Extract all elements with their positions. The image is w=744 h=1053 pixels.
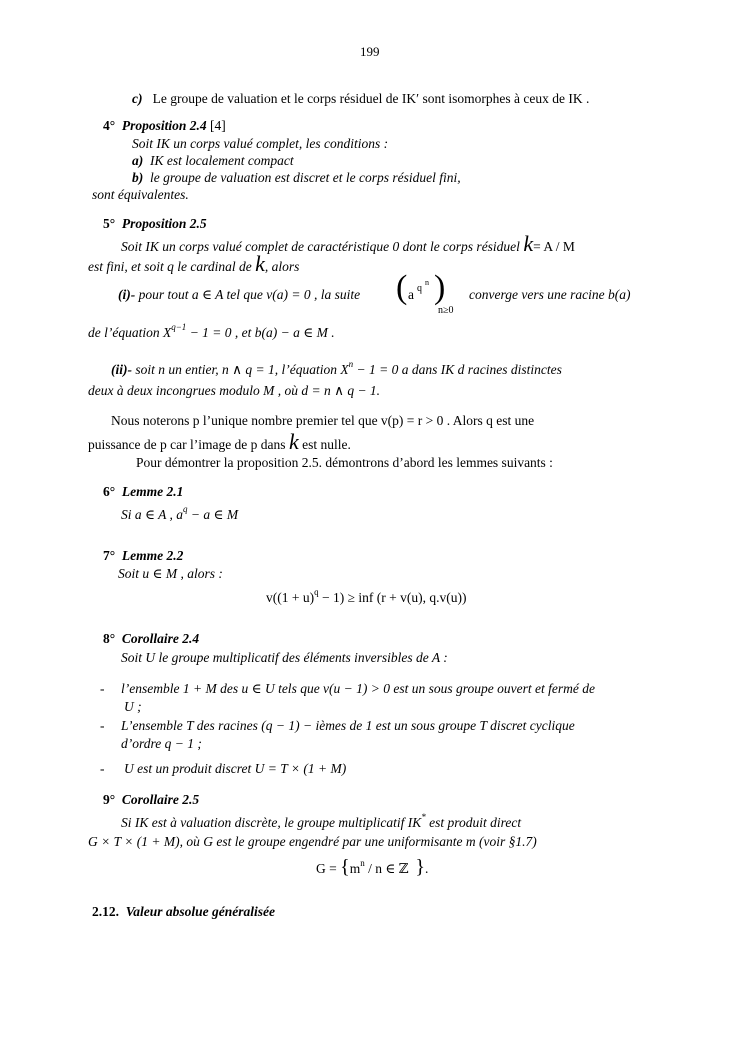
prop25-ii-label: (ii)- — [111, 362, 132, 377]
prop25-ii-text1-exp: n — [348, 359, 354, 369]
prop25-seq-exp: q — [417, 283, 422, 294]
prop25-number: 5° — [103, 216, 116, 231]
prop25-seq-sub: n≥0 — [438, 305, 454, 316]
cor25-formula-a: G = — [316, 861, 337, 876]
lemme22-title: Lemme 2.2 — [121, 548, 184, 563]
item-c-text: Le groupe de valuation et le corps résiduel de IK′ sont isomorphes à ceux de IK . — [152, 91, 590, 106]
prop25-ii-text1-b: − 1 = 0 a dans IK d racines distinctes — [356, 362, 562, 377]
prop25-item-ii — [111, 359, 655, 379]
prop25-line2-k: k — [255, 251, 265, 276]
cor24-heading — [103, 631, 199, 647]
cor25-line1 — [121, 812, 522, 832]
lemme21-text-a: Si a ∈ A , a — [121, 507, 184, 522]
cor24-bullet-3-dash: - — [100, 761, 105, 776]
prop25-i-label: (i)- — [118, 287, 136, 302]
prop24-a-label: a) — [132, 153, 144, 168]
cor25-formula: $G = \{m^n / n$ ∈ ℤ }. — [316, 856, 429, 878]
cor24-title: Corollaire 2.4 — [121, 631, 200, 646]
cor25-formula-end: . — [424, 861, 429, 876]
para-p-line2 — [88, 429, 351, 454]
prop25-line1-k: k — [523, 231, 534, 256]
item-c — [132, 91, 589, 107]
para-p-line1: Nous noterons p l’unique nombre premier tel que v(p) = r > 0 . Alors q est une — [111, 413, 535, 428]
para-p-line2-k: k — [288, 429, 299, 454]
lemme22-formula-exp: q — [314, 587, 319, 597]
lemme22-line1: Soit u ∈ M , alors : — [118, 566, 223, 581]
prop25-ii-text1-a: soit n un entier, n ∧ q = 1, l’équation X — [135, 362, 349, 377]
cor24-number: 8° — [103, 631, 116, 646]
item-c-label: c) — [132, 91, 143, 106]
cor25-number: 9° — [103, 792, 116, 807]
prop25-i-line2 — [88, 322, 335, 342]
prop24-line1: Soit IK un corps valué complet, les conditions : — [132, 136, 389, 151]
cor25-line2: G × T × (1 + M), où G est le groupe engendré par une uniformisante m (voir §1.7) — [88, 834, 537, 849]
lemme22-formula-b: − 1) ≥ inf (r + v(u), q.v(u)) — [321, 590, 467, 605]
cor25-line1-b: est produit direct — [429, 815, 522, 830]
lemme21-number: 6° — [103, 484, 116, 499]
cor25-formula-set-a: m — [349, 861, 361, 876]
cor24-line1: Soit U le groupe multiplicatif des éléments inversibles de A : — [121, 650, 448, 665]
cor25-title: Corollaire 2.5 — [121, 792, 200, 807]
lemme21-text — [121, 504, 239, 524]
prop24-number: 4° — [103, 118, 116, 133]
lemme21-text-b: − a ∈ M — [190, 507, 239, 522]
prop24-conclusion: sont équivalentes. — [92, 187, 189, 202]
cor25-line1-exp: * — [421, 812, 426, 822]
cor25-formula-exp: n — [360, 858, 365, 868]
lemme22-number: 7° — [103, 548, 116, 563]
cor24-bullet-1-dash: - — [100, 681, 105, 696]
prop25-i-text1: pour tout a ∈ A tel que v(a) = 0 , la suite — [138, 287, 361, 302]
prop25-i-line2-exp: q−1 — [171, 322, 187, 332]
prop25-title: Proposition 2.5 — [121, 216, 207, 231]
prop25-i-line2-b: − 1 = 0 , et b(a) − a ∈ M . — [189, 325, 335, 340]
prop24-title: Proposition 2.4 — [121, 118, 207, 133]
para-demo: Pour démontrer la proposition 2.5. démontrons d’abord les lemmes suivants : — [136, 455, 553, 470]
prop24-b-label: b) — [132, 170, 144, 185]
prop25-line1-a: Soit IK un corps valué complet de caractéristique 0 dont le corps résiduel — [121, 239, 520, 254]
prop24-heading — [103, 118, 226, 134]
para-p-line2-a: puissance de p car l’image de p dans — [88, 437, 286, 452]
prop25-ii-line2: deux à deux incongrues modulo M , où d = n ∧ q − 1. — [88, 383, 381, 398]
prop25-item-i — [118, 287, 360, 303]
cor25-heading — [103, 792, 199, 808]
prop24-item-a — [132, 153, 294, 169]
lemme22-formula — [266, 587, 467, 607]
prop25-line2-a: est fini, et soit q le cardinal de — [88, 259, 252, 274]
section-212-heading — [92, 904, 275, 920]
prop25-line2 — [88, 251, 300, 276]
lemme21-text-exp: q — [183, 504, 188, 514]
cor24-bullet-2-line2: d’ordre q − 1 ; — [121, 736, 202, 751]
page-number: 199 — [360, 44, 380, 59]
lemme21-title: Lemme 2.1 — [121, 484, 184, 499]
cor24-bullet-1-line2: U ; — [124, 699, 142, 714]
cor24-bullet-3-line1: U est un produit discret U = T × (1 + M) — [124, 761, 347, 776]
prop25-line2-b: , alors — [264, 259, 300, 274]
prop25-line1 — [121, 231, 655, 256]
section-212-title: Valeur absolue généralisée — [125, 904, 276, 919]
cor25-line1-a: Si IK est à valuation discrète, le groupe multiplicatif IK — [121, 815, 422, 830]
prop25-i-text2: converge vers une racine b(a) — [469, 287, 631, 302]
prop24-item-b — [132, 170, 461, 186]
prop25-seq-base: a — [408, 287, 414, 302]
prop25-heading — [103, 216, 207, 232]
lemme22-heading — [103, 548, 183, 564]
cor24-bullet-2-dash: - — [100, 718, 105, 733]
cor25-formula-set-b: / n ∈ ℤ — [368, 861, 409, 876]
prop24-a-text: IK est localement compact — [150, 153, 294, 168]
lemme21-heading — [103, 484, 183, 500]
prop24-ref: [4] — [210, 118, 226, 133]
para-p-line2-b: est nulle. — [302, 437, 351, 452]
prop25-i-line2-a: de l’équation X — [88, 325, 172, 340]
prop25-line1-b: = A / M — [533, 239, 575, 254]
prop25-sequence: ( a q n ) n≥0 — [396, 270, 466, 316]
prop25-seq-exp2: n — [425, 278, 429, 287]
prop24-b-text: le groupe de valuation est discret et le corps résiduel fini, — [150, 170, 461, 185]
section-212-number: 2.12. — [92, 904, 119, 919]
cor24-bullet-1-line1: l’ensemble 1 + M des u ∈ U tels que v(u − 1) > 0 est un sous groupe ouvert et fermé de — [121, 681, 595, 696]
cor24-bullet-2-line1: L’ensemble T des racines (q − 1) − ièmes de 1 est un sous groupe T discret cyclique — [121, 718, 575, 733]
lemme22-formula-a: v((1 + u) — [266, 590, 315, 605]
